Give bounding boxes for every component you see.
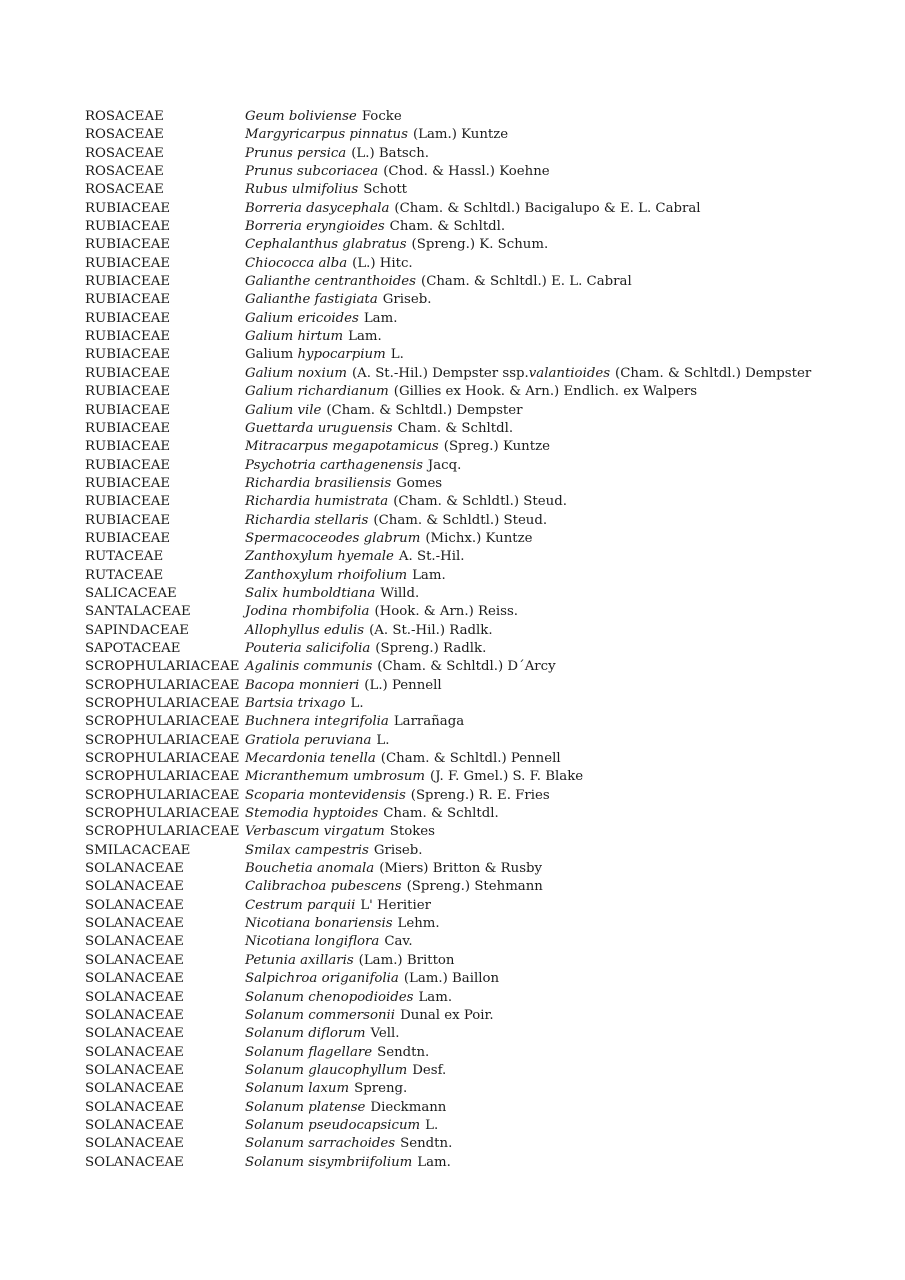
family-name: RUTACEAE	[85, 567, 164, 583]
species-name	[245, 126, 508, 144]
list-item	[85, 346, 875, 364]
species-epithet: Micranthemum umbrosum	[245, 769, 425, 785]
species-name	[245, 291, 431, 309]
species-author: L.	[350, 696, 364, 711]
list-item	[85, 310, 875, 328]
species-author: Desf.	[412, 1062, 447, 1078]
species-name	[245, 548, 464, 566]
species-author: Lam.	[348, 329, 382, 345]
list-item	[85, 475, 875, 493]
family-name: SCROPHULARIACEAE	[85, 696, 240, 711]
list-item	[85, 163, 875, 181]
list-item	[85, 402, 875, 420]
family-name: SOLANACEAE	[85, 1026, 184, 1042]
family-name: ROSACEAE	[85, 182, 164, 198]
list-item	[85, 952, 875, 970]
list-item	[85, 567, 875, 585]
species-epithet: Salpichroa origanifolia	[245, 971, 399, 987]
family-name: SAPINDACEAE	[85, 622, 189, 638]
species-name	[245, 457, 461, 475]
species-name	[245, 805, 499, 823]
family-name: SCROPHULARIACEAE	[85, 806, 240, 822]
species-name	[245, 108, 402, 126]
species-author: (Spreng.) Stehmann	[406, 879, 543, 895]
list-item	[85, 603, 875, 621]
species-author: Gomes	[396, 475, 443, 491]
species-author: Cham. & Schltdl.	[383, 806, 499, 822]
species-epithet: Solanum commersonii	[245, 1007, 396, 1023]
species-author: (Cham. & Schltdl.) Pennell	[380, 751, 561, 767]
species-epithet: Stemodia hyptoides	[245, 806, 379, 822]
species-epithet: Allophyllus edulis	[245, 622, 365, 638]
species-epithet: Galium hirtum	[245, 329, 344, 345]
list-item	[85, 989, 875, 1007]
species-name	[245, 310, 397, 328]
list-item	[85, 915, 875, 933]
species-author: Willd.	[380, 585, 420, 601]
species-epithet: hypocarpium	[297, 347, 386, 363]
family-name: SCROPHULARIACEAE	[85, 751, 240, 767]
species-name	[245, 1099, 446, 1117]
species-name	[245, 952, 455, 970]
species-author: Lam.	[412, 567, 446, 583]
family-name: RUBIACEAE	[85, 219, 171, 235]
family-name: ROSACEAE	[85, 164, 164, 180]
species-name	[245, 475, 442, 493]
species-epithet: Jodina rhombifolia	[245, 604, 370, 620]
list-item	[85, 108, 875, 126]
species-epithet: Bartsia trixago	[245, 696, 346, 711]
species-epithet: Prunus persica	[245, 145, 347, 161]
species-epithet: Solanum sisymbriifolium	[245, 1154, 413, 1170]
species-author: Lam.	[417, 1154, 451, 1170]
species-author: Jacq.	[427, 457, 462, 473]
species-name	[245, 1135, 452, 1153]
species-name	[245, 695, 364, 713]
list-item	[85, 823, 875, 841]
species-author: (Michx.) Kuntze	[425, 530, 533, 546]
species-author: (Cham. & Schltdl.) Bacigalupo & E. L. Cabral	[394, 200, 701, 216]
species-author: (Cham. & Schltdl.) Dempster	[326, 402, 523, 418]
family-name: RUBIACEAE	[85, 512, 171, 528]
family-name: SOLANACEAE	[85, 1081, 184, 1097]
list-item	[85, 860, 875, 878]
species-author: L.	[390, 347, 404, 363]
list-item	[85, 1080, 875, 1098]
species-author: (L.) Pennell	[364, 677, 442, 693]
species-author: L.	[425, 1117, 439, 1133]
species-name	[245, 1154, 451, 1172]
species-author: Cham. & Schltdl.	[397, 420, 514, 436]
species-name	[245, 915, 440, 933]
species-name	[245, 218, 505, 236]
species-author: Dunal ex Poir.	[400, 1007, 494, 1023]
species-author: (A. St.-Hil.) Radlk.	[369, 622, 493, 638]
family-name: SOLANACEAE	[85, 1007, 184, 1023]
species-name	[245, 163, 550, 181]
list-item	[85, 365, 875, 383]
species-epithet: Borreria eryngioides	[245, 219, 385, 235]
species-epithet: Nicotiana longiflora	[245, 934, 380, 950]
family-name: RUBIACEAE	[85, 292, 171, 308]
species-name	[245, 768, 583, 786]
species-author: (Cham. & Schltdl.) E. L. Cabral	[421, 274, 632, 290]
family-name: RUBIACEAE	[85, 347, 171, 363]
species-list	[85, 108, 875, 1172]
family-name: RUBIACEAE	[85, 237, 171, 253]
list-item	[85, 732, 875, 750]
family-name: RUBIACEAE	[85, 310, 171, 326]
species-epithet: Zanthoxylum rhoifolium	[245, 567, 408, 583]
list-item	[85, 1062, 875, 1080]
species-epithet: Solanum platense	[245, 1099, 366, 1115]
list-item	[85, 970, 875, 988]
species-name	[245, 787, 550, 805]
species-epithet: Psychotria carthagenensis	[245, 457, 423, 473]
list-item	[85, 787, 875, 805]
list-item	[85, 255, 875, 273]
species-name	[245, 1117, 438, 1135]
species-name	[245, 200, 701, 218]
species-name	[245, 677, 442, 695]
family-name: SCROPHULARIACEAE	[85, 787, 240, 803]
species-name	[245, 842, 423, 860]
family-name: SCROPHULARIACEAE	[85, 714, 240, 730]
family-name: SOLANACEAE	[85, 916, 184, 932]
species-author: Sendtn.	[377, 1044, 430, 1060]
species-name	[245, 273, 632, 291]
list-item	[85, 878, 875, 896]
species-author: Galium	[245, 347, 298, 363]
list-item	[85, 457, 875, 475]
species-name	[245, 897, 431, 915]
family-name: RUBIACEAE	[85, 439, 171, 455]
list-item	[85, 548, 875, 566]
list-item	[85, 713, 875, 731]
species-author: (Hook. & Arn.) Reiss.	[374, 604, 519, 620]
family-name: SOLANACEAE	[85, 861, 184, 877]
species-author: Cham. & Schltdl.	[389, 219, 506, 235]
species-author: Stokes	[389, 824, 436, 840]
family-name: RUTACEAE	[85, 549, 164, 565]
species-epithet: Solanum pseudocapsicum	[245, 1117, 421, 1133]
species-epithet: Solanum glaucophyllum	[245, 1062, 408, 1078]
family-name: SOLANACEAE	[85, 1117, 184, 1133]
list-item	[85, 750, 875, 768]
species-name	[245, 640, 486, 658]
species-name	[245, 750, 561, 768]
list-item	[85, 1117, 875, 1135]
species-epithet: Salix humboldtiana	[245, 585, 376, 601]
species-author: (Cham. & Schltdl.) Dempster	[615, 365, 812, 381]
species-epithet: Rubus ulmifolius	[245, 182, 359, 198]
family-name: RUBIACEAE	[85, 200, 171, 216]
species-author: Griseb.	[373, 842, 423, 858]
species-author: Focke	[361, 109, 402, 124]
species-epithet: Gratiola peruviana	[245, 732, 372, 748]
list-item	[85, 126, 875, 144]
species-epithet: Solanum flagellare	[245, 1044, 373, 1060]
species-name	[245, 512, 547, 530]
family-name: RUBIACEAE	[85, 255, 171, 271]
family-name: SOLANACEAE	[85, 1044, 184, 1060]
species-name	[245, 236, 548, 254]
list-item	[85, 273, 875, 291]
species-name	[245, 365, 811, 383]
species-name	[245, 1044, 429, 1062]
list-item	[85, 658, 875, 676]
list-item	[85, 585, 875, 603]
list-item	[85, 1025, 875, 1043]
species-epithet: Galium noxium	[245, 365, 347, 381]
family-name: SOLANACEAE	[85, 971, 184, 987]
list-item	[85, 842, 875, 860]
species-author: Lehm.	[397, 916, 440, 932]
species-epithet: Solanum chenopodioides	[245, 989, 414, 1005]
species-name	[245, 658, 556, 676]
species-epithet: Pouteria salicifolia	[245, 640, 371, 656]
family-name: RUBIACEAE	[85, 530, 171, 546]
species-author: Spreng.	[354, 1081, 408, 1097]
list-item	[85, 383, 875, 401]
species-author: Schott	[363, 182, 408, 198]
species-epithet: Mecardonia tenella	[245, 751, 376, 767]
species-author: A. St.-Hil.	[398, 549, 465, 565]
species-epithet: Calibrachoa pubescens	[245, 879, 402, 895]
family-name: RUBIACEAE	[85, 402, 171, 418]
list-item	[85, 200, 875, 218]
list-item	[85, 695, 875, 713]
species-epithet: Richardia humistrata	[245, 494, 389, 510]
family-name: SOLANACEAE	[85, 952, 184, 968]
family-name: SOLANACEAE	[85, 1099, 184, 1115]
species-author: Cav.	[384, 934, 413, 950]
species-name	[245, 860, 542, 878]
list-item	[85, 677, 875, 695]
species-name	[245, 713, 464, 731]
species-epithet: Smilax campestris	[245, 842, 369, 858]
species-author: (Gillies ex Hook. & Arn.) Endlich. ex Walpers	[393, 384, 698, 400]
species-author: (J. F. Gmel.) S. F. Blake	[430, 769, 584, 785]
species-epithet: Galianthe fastigiata	[245, 292, 378, 308]
species-epithet: Cephalanthus glabratus	[245, 237, 407, 253]
species-epithet: Buchnera integrifolia	[245, 714, 389, 730]
list-item	[85, 1007, 875, 1025]
list-item	[85, 1154, 875, 1172]
species-epithet: Borreria dasycephala	[245, 200, 390, 216]
family-name: SOLANACEAE	[85, 1062, 184, 1078]
family-name: SCROPHULARIACEAE	[85, 732, 240, 748]
species-epithet: Petunia axillaris	[245, 952, 354, 968]
species-epithet: Bacopa monnieri	[245, 677, 360, 693]
list-item	[85, 933, 875, 951]
species-author: Vell.	[370, 1026, 400, 1042]
species-name	[245, 1007, 494, 1025]
species-author: (Cham. & Schldtl.) Steud.	[393, 494, 567, 510]
species-author: (A. St.-Hil.) Dempster ssp.	[351, 365, 529, 381]
family-name: RUBIACEAE	[85, 420, 171, 436]
species-epithet: Chiococca alba	[245, 255, 348, 271]
list-item	[85, 1135, 875, 1153]
list-item	[85, 328, 875, 346]
species-author: L.	[376, 732, 390, 748]
species-author: (Lam.) Britton	[358, 952, 455, 968]
list-item	[85, 420, 875, 438]
species-name	[245, 585, 419, 603]
family-name: ROSACEAE	[85, 145, 164, 161]
species-epithet: Solanum sarrachoides	[245, 1136, 396, 1152]
species-author: (Lam.) Kuntze	[412, 127, 509, 143]
species-name	[245, 989, 452, 1007]
species-name	[245, 438, 550, 456]
species-name	[245, 145, 429, 163]
list-item	[85, 897, 875, 915]
species-epithet: Scoparia montevidensis	[245, 787, 406, 803]
species-name	[245, 420, 513, 438]
species-name	[245, 493, 567, 511]
species-author: Lam.	[418, 989, 453, 1005]
list-item	[85, 145, 875, 163]
species-author: (Spreng.) Radlk.	[375, 640, 487, 656]
species-epithet: Spermacoceodes glabrum	[245, 530, 421, 546]
species-epithet: Bouchetia anomala	[245, 861, 375, 877]
species-name	[245, 933, 413, 951]
species-author: Dieckmann	[370, 1099, 447, 1115]
species-epithet: Solanum diflorum	[245, 1026, 366, 1042]
family-name: RUBIACEAE	[85, 329, 171, 345]
list-item	[85, 218, 875, 236]
list-item	[85, 768, 875, 786]
species-epithet: Geum boliviense	[245, 109, 357, 124]
species-epithet: Galium vile	[245, 402, 322, 418]
species-epithet: Margyricarpus pinnatus	[245, 127, 408, 143]
species-name	[245, 823, 435, 841]
species-name	[245, 603, 518, 621]
family-name: SAPOTACEAE	[85, 640, 181, 656]
species-name	[245, 1025, 399, 1043]
family-name: SOLANACEAE	[85, 879, 184, 895]
species-epithet: Verbascum virgatum	[245, 824, 385, 840]
species-author: Larrañaga	[393, 714, 465, 730]
species-author: Sendtn.	[400, 1136, 453, 1152]
species-name	[245, 383, 697, 401]
list-item	[85, 1044, 875, 1062]
family-name: SOLANACEAE	[85, 934, 184, 950]
species-author: L' Heritier	[360, 897, 431, 913]
family-name: ROSACEAE	[85, 109, 164, 124]
species-name	[245, 346, 404, 364]
list-item	[85, 805, 875, 823]
species-epithet: Solanum laxum	[245, 1081, 350, 1097]
species-author: (Lam.) Baillon	[403, 971, 500, 987]
family-name: RUBIACEAE	[85, 274, 171, 290]
family-name: SMILACACEAE	[85, 842, 191, 858]
family-name: RUBIACEAE	[85, 457, 171, 473]
species-epithet: Mitracarpus megapotamicus	[245, 439, 439, 455]
family-name: SOLANACEAE	[85, 1154, 184, 1170]
species-name	[245, 878, 543, 896]
family-name: SCROPHULARIACEAE	[85, 769, 240, 785]
species-author: (Spreng.) R. E. Fries	[410, 787, 550, 803]
list-item	[85, 622, 875, 640]
species-name	[245, 1080, 407, 1098]
list-item	[85, 236, 875, 254]
species-author: (Miers) Britton & Rusby	[379, 861, 543, 877]
list-item	[85, 640, 875, 658]
species-author: (Cham. & Schltdl.) D´Arcy	[377, 659, 556, 675]
family-name: SANTALACEAE	[85, 604, 191, 620]
family-name: SALICACEAE	[85, 585, 177, 601]
family-name: RUBIACEAE	[85, 494, 171, 510]
species-author: (Chod. & Hassl.) Koehne	[383, 164, 550, 180]
family-name: SOLANACEAE	[85, 1136, 184, 1152]
species-epithet: Galium ericoides	[245, 310, 359, 326]
family-name: SCROPHULARIACEAE	[85, 659, 240, 675]
species-name	[245, 1062, 446, 1080]
family-name: SOLANACEAE	[85, 897, 184, 913]
species-name	[245, 622, 493, 640]
species-epithet: Prunus subcoriacea	[245, 164, 379, 180]
species-epithet: Nicotiana bonariensis	[245, 916, 393, 932]
species-author: Lam.	[363, 310, 398, 326]
list-item	[85, 181, 875, 199]
list-item	[85, 1099, 875, 1117]
species-epithet: Guettarda uruguensis	[245, 420, 393, 436]
species-name	[245, 328, 382, 346]
species-name	[245, 255, 413, 273]
species-epithet: Galianthe centranthoides	[245, 274, 416, 290]
species-author: (Cham. & Schldtl.) Steud.	[373, 512, 548, 528]
species-author: Griseb.	[382, 292, 432, 308]
list-item	[85, 512, 875, 530]
species-epithet: Zanthoxylum hyemale	[245, 549, 394, 565]
species-author: (L.) Hitc.	[352, 255, 413, 271]
species-epithet: Agalinis communis	[245, 659, 373, 675]
species-epithet: Richardia stellaris	[245, 512, 369, 528]
family-name: RUBIACEAE	[85, 365, 171, 381]
family-name: SCROPHULARIACEAE	[85, 677, 240, 693]
family-name: SOLANACEAE	[85, 989, 184, 1005]
species-author: (L.) Batsch.	[351, 145, 429, 161]
species-name	[245, 181, 407, 199]
species-epithet: Richardia brasiliensis	[245, 475, 392, 491]
list-item	[85, 493, 875, 511]
species-epithet: Cestrum parquii	[245, 897, 356, 913]
species-author: (Spreg.) Kuntze	[443, 439, 550, 455]
list-item	[85, 291, 875, 309]
list-item	[85, 438, 875, 456]
species-epithet: Galium richardianum	[245, 384, 389, 400]
species-name	[245, 567, 446, 585]
species-name	[245, 732, 389, 750]
family-name: SCROPHULARIACEAE	[85, 824, 240, 840]
species-author: (Spreng.) K. Schum.	[411, 237, 549, 253]
species-name	[245, 402, 523, 420]
list-item	[85, 530, 875, 548]
species-name	[245, 530, 533, 548]
species-epithet: valantioides	[528, 365, 611, 381]
family-name: RUBIACEAE	[85, 384, 171, 400]
family-name: ROSACEAE	[85, 127, 164, 143]
species-name	[245, 970, 499, 988]
family-name: RUBIACEAE	[85, 475, 171, 491]
